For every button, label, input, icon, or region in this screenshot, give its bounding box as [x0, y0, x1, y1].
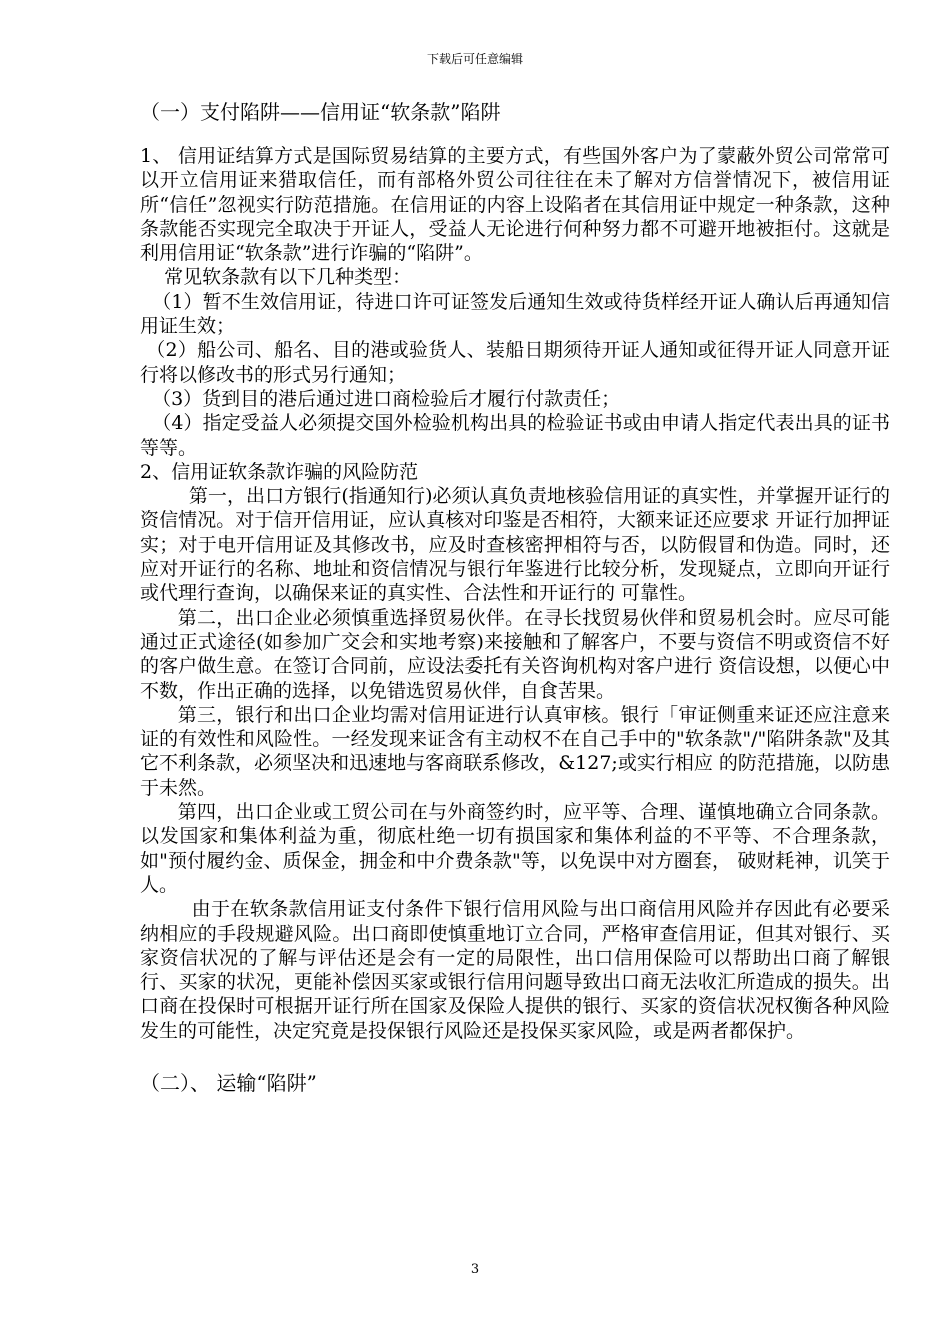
section-title-transport-trap: （二）、 运输“陷阱”	[140, 1070, 317, 1095]
page-header: 下载后可任意编辑	[426, 52, 523, 66]
list-item-1: （1）暂不生效信用证，待进口许可证签发后通知生效或待货样经开证人确认后再通知信用证生效；	[140, 290, 890, 338]
paragraph-insurance: 由于在软条款信用证支付条件下银行信用风险与出口商信用风险并存因此有必要采纳相应的手段规避风险。出口商即使慎重地订立合同，严格审查信用证，但其对银行、买家资信状况的了解与评估还是会有一定的局限性，出口信用保险可以帮助出口商了解银行、买家的状况，更能补偿因买家或银行信用问题导致出口商无法收汇所造成的损失。出口商在投保时可根据开证行所在国家及保险人提供的银行、买家的资信状况权衡各种风险发生的可能性，决定究竟是投保银行风险还是投保买家风险，或是两者都保护。	[140, 898, 890, 1042]
subheading-risk-prevention: 2、信用证软条款诈骗的风险防范	[140, 460, 419, 483]
section-title-payment-trap: （一）支付陷阱——信用证“软条款”陷阱	[140, 100, 501, 124]
paragraph-first: 第一，出口方银行(指通知行)必须认真负责地核验信用证的真实性，并掌握开证行的资信情况。对于信开信用证，应认真核对印鉴是否相符，大额来证还应要求 开证行加押证实；对于电开信用证及其修改书，应及时查核密押相符与否，以防假冒和伪造。同时，还应对开证行的名称、地址和资信情况与银行年鉴进行比较分析，发现疑点，立即向开证行或代理行查询，以确保来证的真实性、合法性和开证行的 可靠性。	[140, 485, 890, 605]
page-number: 3	[470, 1262, 480, 1277]
list-item-4: （4）指定受益人必须提交国外检验机构出具的检验证书或由申请人指定代表出具的证书等等。	[140, 412, 890, 459]
paragraph-fourth: 第四，出口企业或工贸公司在与外商签约时，应平等、合理、谨慎地确立合同条款。以发国家和集体利益为重，彻底杜绝一切有损国家和集体利益的不平等、不合理条款，如"预付履约金、质保金，拥金和中介费条款"等，以免误中对方圈套， 破财耗神，讥笑于人。	[140, 801, 890, 896]
document-body	[140, 98, 890, 1097]
paragraph-third: 第三，银行和出口企业均需对信用证进行认真审核。银行「审证侧重来证还应注意来证的有效性和风险性。一经发现来证含有主动权不在自己手中的"软条款"/"陷阱条款"及其它不利条款，必须坚决和迅速地与客商联系修改，&127;或实行相应 的防范措施，以防患于未然。	[140, 703, 890, 799]
paragraph-second: 第二，出口企业必须慎重选择贸易伙伴。在寻长找贸易伙伴和贸易机会时。应尽可能通过正式途径(如参加广交会和实地考察)来接触和了解客户，不要与资信不明或资信不好的客户做生意。在签订合同前，应设法委托有关咨询机构对客户进行 资信设想，以便心中不数，作出正确的选择，以免错选贸易伙伴，自食苦果。	[140, 606, 890, 702]
list-item-2: （2）船公司、船名、目的港或验货人、装船日期须待开证人通知或征得开证人同意开证行将以修改书的形式另行通知；	[140, 339, 890, 386]
paragraph-intro: 1、 信用证结算方式是国际贸易结算的主要方式，有些国外客户为了蒙蔽外贸公司常常可以开立信用证来猎取信任，而有部格外贸公司往往在未了解对方信誉情况下，被信用证所“信任”忽视实行防范措施。在信用证的内容上设陷者在其信用证中规定一种条款，这种条款能否实现完全取决于开证人，受益人无论进行何种努力都不可避开地被拒付。这就是利用信用证“软条款”进行诈骗的“陷阱”。	[140, 145, 890, 265]
list-item-3: （3）货到目的港后通过进口商检验后才履行付款责任；	[140, 387, 621, 410]
paragraph-soft-clause-types: 常见软条款有以下几种类型：	[140, 266, 412, 289]
